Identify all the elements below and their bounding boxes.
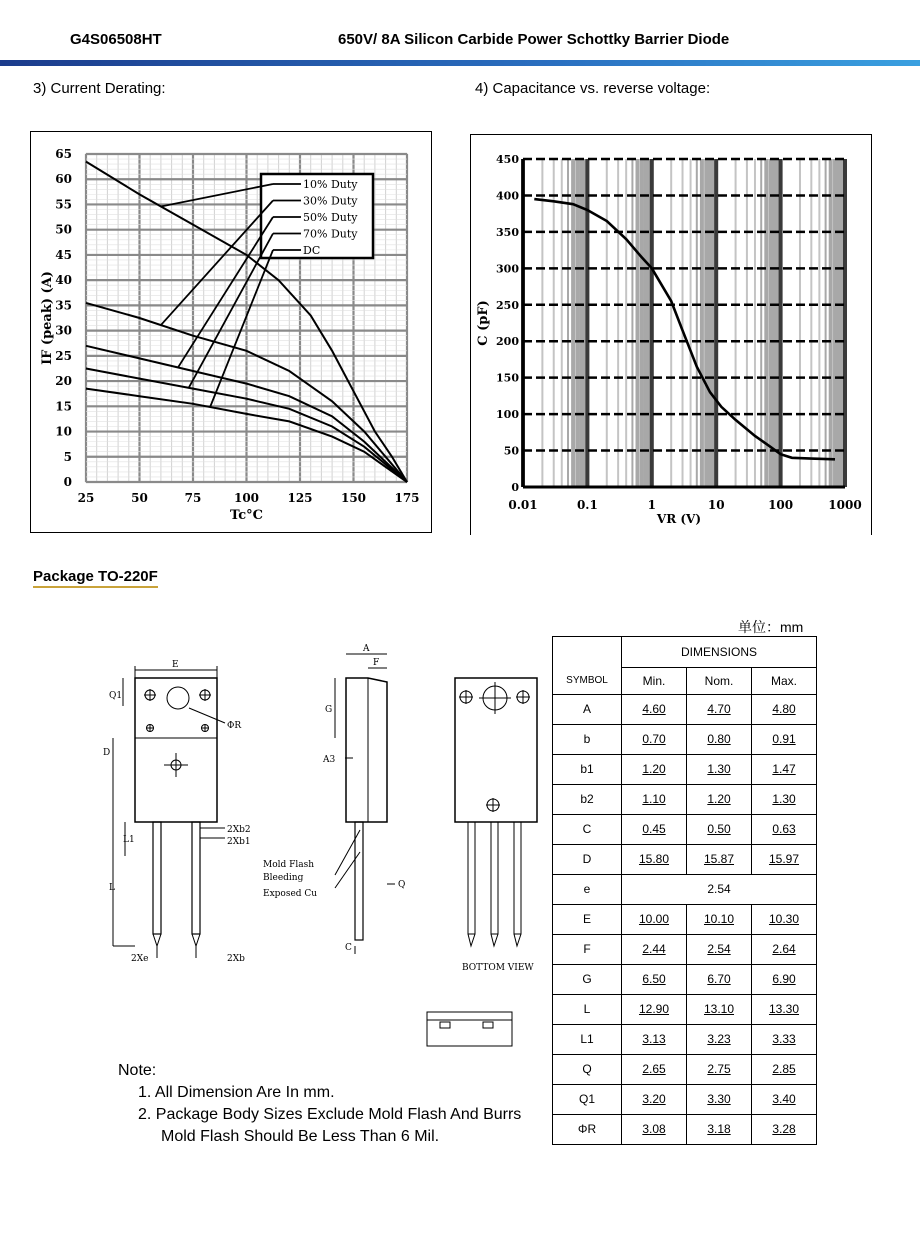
table-row (553, 724, 817, 754)
symbol-cell: b1 (553, 754, 622, 784)
value-cell-max: 3.40 (752, 1084, 817, 1114)
table-row (553, 934, 817, 964)
dimension-table (552, 636, 817, 1145)
symbol-cell: ΦR (553, 1114, 622, 1144)
value-cell-max: 15.97 (752, 844, 817, 874)
x-axis-label: VR (V) (656, 512, 702, 526)
value-cell: 2.54 (622, 874, 817, 904)
value-cell-max: 6.90 (752, 964, 817, 994)
y-tick-label: 350 (496, 225, 519, 239)
symbol-cell: A (553, 694, 622, 724)
label-A: A (363, 644, 370, 654)
y-tick-label: 20 (55, 374, 72, 389)
y-axis-label: IF (peak) (A) (40, 271, 55, 365)
y-tick-label: 35 (55, 298, 72, 313)
table-row (553, 874, 817, 904)
table-row (553, 694, 817, 724)
value-cell-min: 3.20 (622, 1084, 687, 1114)
y-tick-label: 10 (55, 424, 72, 439)
notes (118, 1060, 521, 1148)
value-cell-nom: 4.70 (687, 694, 752, 724)
legend-entry: 10% Duty (303, 178, 358, 191)
x-tick-label: 150 (340, 491, 367, 505)
table-row (553, 844, 817, 874)
value-cell-max: 1.47 (752, 754, 817, 784)
derating-section-title: 3) Current Derating: (33, 80, 166, 97)
value-cell-max: 10.30 (752, 904, 817, 934)
y-tick-label: 300 (496, 262, 519, 276)
y-tick-label: 65 (55, 147, 72, 161)
label-2xe: 2Xe (131, 954, 149, 964)
x-tick-label: 25 (77, 491, 95, 505)
y-tick-label: 5 (63, 449, 72, 464)
value-cell-max: 4.80 (752, 694, 817, 724)
x-axis-label: Tc°C (230, 508, 263, 523)
label-L: L (109, 883, 115, 893)
capacitance-chart (471, 135, 871, 535)
capacitance-chart-frame (470, 134, 872, 535)
x-tick-label: 0.1 (576, 498, 598, 512)
side-view-labels (263, 644, 405, 953)
note-3: Mold Flash Should Be Less Than 6 Mil. (161, 1128, 440, 1145)
y-tick-label: 150 (496, 371, 519, 385)
y-tick-label: 0 (63, 475, 72, 489)
note-1: 1. All Dimension Are In mm. (138, 1084, 335, 1101)
col-min: Min. (622, 667, 687, 694)
package-drawing (95, 640, 550, 1060)
y-tick-label: 15 (55, 399, 72, 414)
x-tick-label: 175 (394, 491, 420, 505)
end-view (427, 1012, 512, 1046)
y-tick-label: 40 (55, 273, 72, 288)
value-cell-min: 12.90 (622, 994, 687, 1024)
table-row (553, 814, 817, 844)
value-cell-nom: 15.87 (687, 844, 752, 874)
note-title: Note: (118, 1062, 157, 1079)
value-cell-nom: 6.70 (687, 964, 752, 994)
label-L1: L1 (123, 835, 135, 845)
value-cell-nom: 10.10 (687, 904, 752, 934)
label-bleeding: Bleeding (263, 873, 304, 883)
x-tick-label: 100 (233, 491, 260, 505)
legend-entry: DC (303, 244, 321, 257)
label-mold-flash: Mold Flash (263, 860, 315, 870)
package-title: Package TO-220F (33, 568, 158, 588)
capacitance-section-title: 4) Capacitance vs. reverse voltage: (475, 80, 711, 97)
label-exposed-cu: Exposed Cu (263, 889, 318, 899)
table-corner (553, 637, 622, 668)
value-cell-min: 0.70 (622, 724, 687, 754)
front-view-labels (103, 660, 251, 964)
header-rule (0, 60, 920, 66)
x-tick-label: 125 (287, 491, 313, 505)
value-cell-nom: 3.18 (687, 1114, 752, 1144)
col-nom: Nom. (687, 667, 752, 694)
derating-chart-frame (30, 131, 432, 533)
label-Q1: Q1 (109, 691, 123, 701)
y-axis-label: C (pF) (476, 300, 491, 346)
label-bottom-view: BOTTOM VIEW (462, 963, 534, 973)
table-row (553, 1024, 817, 1054)
value-cell-nom: 1.20 (687, 784, 752, 814)
value-cell-nom: 0.80 (687, 724, 752, 754)
label-E: E (172, 660, 179, 670)
value-cell-max: 2.85 (752, 1054, 817, 1084)
value-cell-max: 3.28 (752, 1114, 817, 1144)
x-tick-label: 50 (131, 491, 148, 505)
x-tick-label: 0.01 (508, 498, 538, 512)
note-2: 2. Package Body Sizes Exclude Mold Flash And Burrs (138, 1106, 522, 1123)
symbol-cell: L1 (553, 1024, 622, 1054)
label-2xb1: 2Xb1 (227, 837, 251, 847)
y-tick-label: 100 (496, 408, 519, 422)
value-cell-min: 15.80 (622, 844, 687, 874)
value-cell-max: 2.64 (752, 934, 817, 964)
value-cell-max: 0.91 (752, 724, 817, 754)
symbol-cell: F (553, 934, 622, 964)
value-cell-min: 1.20 (622, 754, 687, 784)
symbol-cell: D (553, 844, 622, 874)
value-cell-min: 2.44 (622, 934, 687, 964)
y-tick-label: 50 (55, 222, 72, 237)
label-F: F (373, 658, 380, 668)
value-cell-nom: 2.75 (687, 1054, 752, 1084)
symbol-cell: b (553, 724, 622, 754)
table-row (553, 1054, 817, 1084)
table-row (553, 994, 817, 1024)
x-tick-label: 75 (184, 491, 202, 505)
label-C: C (345, 943, 352, 953)
value-cell-max: 1.30 (752, 784, 817, 814)
value-cell-min: 6.50 (622, 964, 687, 994)
page-header (0, 0, 920, 68)
value-cell-nom: 3.30 (687, 1084, 752, 1114)
value-cell-nom: 13.10 (687, 994, 752, 1024)
symbol-cell: C (553, 814, 622, 844)
symbol-cell: Q1 (553, 1084, 622, 1114)
y-tick-label: 250 (496, 298, 519, 312)
symbol-cell: E (553, 904, 622, 934)
y-tick-label: 55 (55, 197, 72, 212)
label-Q: Q (398, 880, 406, 890)
value-cell-min: 4.60 (622, 694, 687, 724)
label-A3: A3 (323, 755, 336, 765)
value-cell-max: 13.30 (752, 994, 817, 1024)
symbol-cell: Q (553, 1054, 622, 1084)
value-cell-min: 2.65 (622, 1054, 687, 1084)
y-tick-label: 25 (55, 348, 72, 363)
value-cell-min: 10.00 (622, 904, 687, 934)
part-number: G4S06508HT (70, 31, 162, 48)
col-symbol: SYMBOL (553, 667, 622, 694)
y-tick-label: 200 (496, 335, 519, 349)
x-tick-label: 1000 (828, 498, 862, 512)
x-tick-label: 10 (707, 498, 725, 512)
table-row (553, 904, 817, 934)
dimensions-header: DIMENSIONS (622, 637, 817, 668)
value-cell-nom: 0.50 (687, 814, 752, 844)
symbol-cell: b2 (553, 784, 622, 814)
y-tick-label: 0 (511, 481, 519, 494)
y-tick-label: 400 (496, 189, 519, 203)
value-cell-max: 0.63 (752, 814, 817, 844)
table-row (553, 1084, 817, 1114)
col-max: Max. (752, 667, 817, 694)
legend-entry: 70% Duty (303, 227, 358, 241)
y-tick-label: 60 (55, 172, 72, 187)
label-D: D (103, 748, 111, 758)
table-row (553, 1114, 817, 1144)
y-tick-label: 450 (496, 153, 519, 166)
table-row (553, 964, 817, 994)
value-cell-min: 3.13 (622, 1024, 687, 1054)
value-cell-nom: 3.23 (687, 1024, 752, 1054)
value-cell-min: 0.45 (622, 814, 687, 844)
y-tick-label: 50 (503, 444, 519, 458)
y-tick-label: 45 (55, 247, 72, 262)
value-cell-min: 1.10 (622, 784, 687, 814)
label-2xb2: 2Xb2 (227, 825, 251, 835)
symbol-cell: e (553, 874, 622, 904)
value-cell-max: 3.33 (752, 1024, 817, 1054)
legend-entry: 50% Duty (303, 211, 358, 224)
bottom-view (455, 678, 537, 946)
unit-label: 单位：mm (738, 619, 804, 635)
legend-entry: 30% Duty (303, 194, 358, 208)
symbol-cell: G (553, 964, 622, 994)
label-2xb: 2Xb (227, 954, 245, 964)
derating-chart (31, 132, 431, 532)
side-view (335, 654, 395, 954)
x-tick-label: 100 (768, 498, 794, 512)
value-cell-nom: 1.30 (687, 754, 752, 784)
x-tick-label: 1 (647, 498, 656, 512)
document-title: 650V/ 8A Silicon Carbide Power Schottky Barrier Diode (338, 31, 730, 48)
label-phiR: ΦR (227, 721, 242, 731)
front-view (113, 666, 225, 958)
symbol-cell: L (553, 994, 622, 1024)
table-row (553, 754, 817, 784)
label-G: G (325, 705, 333, 715)
table-row (553, 784, 817, 814)
value-cell-min: 3.08 (622, 1114, 687, 1144)
y-tick-label: 30 (55, 323, 72, 338)
value-cell-nom: 2.54 (687, 934, 752, 964)
